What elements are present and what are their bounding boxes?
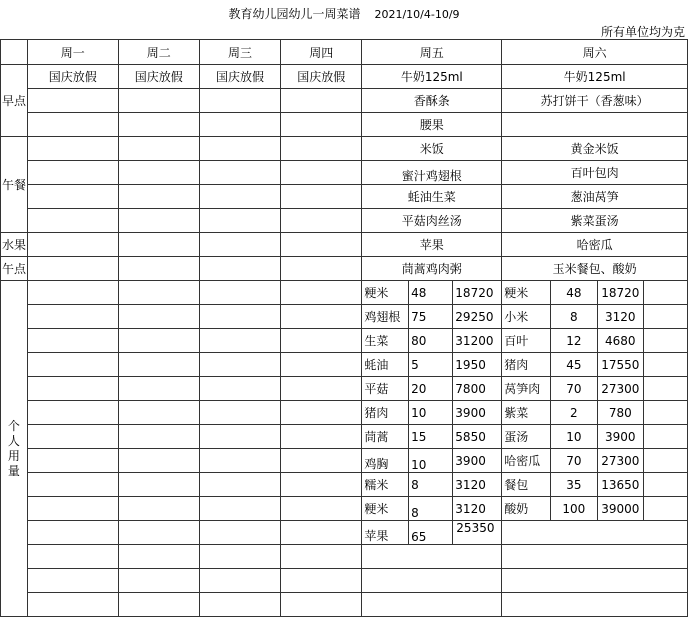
usage-total: 780	[597, 401, 643, 425]
empty-cell	[281, 281, 362, 305]
usage-qty: 5	[409, 353, 453, 377]
usage-qty: 2	[550, 401, 597, 425]
usage-qty: 8	[409, 497, 453, 521]
empty-cell	[281, 593, 362, 617]
empty-cell	[281, 377, 362, 401]
empty-cell	[27, 281, 118, 305]
usage-qty: 70	[550, 449, 597, 473]
empty-cell	[118, 161, 199, 185]
usage-row	[1, 593, 688, 617]
usage-label-text: 个人用量	[7, 418, 20, 478]
breakfast-row	[1, 113, 688, 137]
date-range: 2021/10/4-10/9	[374, 8, 460, 21]
menu-item: 牛奶125ml	[362, 65, 502, 89]
empty-cell	[502, 113, 688, 137]
empty-cell	[643, 305, 687, 329]
empty-cell	[281, 449, 362, 473]
empty-cell	[502, 545, 688, 569]
usage-qty: 45	[550, 353, 597, 377]
empty-cell	[199, 257, 280, 281]
empty-cell	[502, 569, 688, 593]
empty-cell	[281, 401, 362, 425]
empty-cell	[281, 473, 362, 497]
usage-total: 18720	[453, 281, 502, 305]
menu-item-text: 蜜汁鸡翅根	[401, 169, 462, 183]
lunch-row	[1, 161, 688, 185]
empty-cell	[27, 497, 118, 521]
empty-cell	[281, 209, 362, 233]
empty-cell	[27, 593, 118, 617]
holiday-cell: 国庆放假	[118, 65, 199, 89]
usage-name: 小米	[502, 305, 551, 329]
breakfast-row	[1, 89, 688, 113]
usage-qty: 70	[550, 377, 597, 401]
empty-cell	[199, 305, 280, 329]
usage-qty: 8	[409, 473, 453, 497]
empty-cell	[118, 569, 199, 593]
day-header: 周六	[502, 40, 688, 65]
menu-item: 牛奶125ml	[502, 65, 688, 89]
empty-cell	[643, 521, 687, 545]
menu-item: 黄金米饭	[502, 137, 688, 161]
empty-cell	[118, 593, 199, 617]
usage-qty: 48	[550, 281, 597, 305]
empty-cell	[281, 137, 362, 161]
lunch-row	[1, 137, 688, 161]
empty-cell	[643, 353, 687, 377]
empty-cell	[118, 425, 199, 449]
empty-cell	[199, 137, 280, 161]
empty-cell	[199, 569, 280, 593]
usage-total: 18720	[597, 281, 643, 305]
usage-row	[1, 425, 688, 449]
empty-cell	[199, 281, 280, 305]
usage-row	[1, 521, 688, 545]
menu-table	[0, 39, 688, 617]
usage-total: 3900	[597, 425, 643, 449]
empty-cell	[281, 497, 362, 521]
empty-cell	[118, 353, 199, 377]
empty-cell	[550, 521, 597, 545]
menu-title	[0, 0, 688, 22]
day-header: 周五	[362, 40, 502, 65]
usage-row	[1, 281, 688, 305]
empty-cell	[118, 329, 199, 353]
empty-cell	[643, 329, 687, 353]
day-header-row	[1, 40, 688, 65]
usage-qty: 75	[409, 305, 453, 329]
empty-cell	[118, 89, 199, 113]
empty-cell	[199, 545, 280, 569]
usage-row	[1, 473, 688, 497]
empty-cell	[643, 497, 687, 521]
empty-cell	[27, 233, 118, 257]
usage-total: 3120	[453, 497, 502, 521]
empty-cell	[281, 161, 362, 185]
empty-cell	[281, 257, 362, 281]
usage-qty: 100	[550, 497, 597, 521]
empty-cell	[643, 473, 687, 497]
usage-qty: 20	[409, 377, 453, 401]
menu-item: 玉米餐包、酸奶	[502, 257, 688, 281]
fruit-row	[1, 233, 688, 257]
empty-cell	[27, 89, 118, 113]
usage-qty: 15	[409, 425, 453, 449]
empty-cell	[118, 521, 199, 545]
day-header: 周四	[281, 40, 362, 65]
usage-total: 3900	[453, 401, 502, 425]
usage-name: 平菇	[362, 377, 409, 401]
usage-row	[1, 545, 688, 569]
empty-cell	[118, 545, 199, 569]
empty-cell	[643, 401, 687, 425]
usage-name: 粳米	[502, 281, 551, 305]
usage-row	[1, 329, 688, 353]
empty-cell	[27, 257, 118, 281]
usage-total: 4680	[597, 329, 643, 353]
empty-cell	[281, 185, 362, 209]
empty-cell	[199, 473, 280, 497]
usage-name: 哈密瓜	[502, 449, 551, 473]
usage-total: 7800	[453, 377, 502, 401]
holiday-cell: 国庆放假	[281, 65, 362, 89]
usage-qty: 65	[409, 521, 453, 545]
usage-qty: 80	[409, 329, 453, 353]
usage-total: 3900	[453, 449, 502, 473]
day-header: 周三	[199, 40, 280, 65]
usage-qty: 48	[409, 281, 453, 305]
lunch-row	[1, 209, 688, 233]
empty-cell	[27, 137, 118, 161]
empty-cell	[281, 233, 362, 257]
usage-name: 蚝油	[362, 353, 409, 377]
empty-cell	[281, 113, 362, 137]
breakfast-row	[1, 65, 688, 89]
usage-qty: 10	[409, 401, 453, 425]
usage-total: 39000	[597, 497, 643, 521]
corner-cell	[1, 40, 28, 65]
empty-cell	[27, 113, 118, 137]
empty-cell	[643, 377, 687, 401]
usage-name: 鸡胸	[362, 449, 409, 473]
usage-name: 苹果	[362, 521, 409, 545]
empty-cell	[118, 497, 199, 521]
usage-total: 1950	[453, 353, 502, 377]
holiday-cell: 国庆放假	[199, 65, 280, 89]
empty-cell	[199, 329, 280, 353]
usage-name: 餐包	[502, 473, 551, 497]
meal-label-breakfast: 早点	[1, 65, 28, 137]
empty-cell	[27, 209, 118, 233]
empty-cell	[118, 473, 199, 497]
empty-cell	[643, 449, 687, 473]
empty-cell	[597, 521, 643, 545]
empty-cell	[643, 281, 687, 305]
empty-cell	[502, 593, 688, 617]
menu-item: 苏打饼干（香葱味）	[502, 89, 688, 113]
empty-cell	[362, 569, 502, 593]
usage-total: 31200	[453, 329, 502, 353]
usage-qty: 10	[409, 449, 453, 473]
empty-cell	[27, 401, 118, 425]
empty-cell	[27, 425, 118, 449]
usage-name: 茼蒿	[362, 425, 409, 449]
usage-name: 百叶	[502, 329, 551, 353]
empty-cell	[281, 89, 362, 113]
empty-cell	[27, 161, 118, 185]
menu-item: 哈密瓜	[502, 233, 688, 257]
usage-total: 17550	[597, 353, 643, 377]
empty-cell	[199, 89, 280, 113]
usage-row	[1, 569, 688, 593]
empty-cell	[199, 449, 280, 473]
usage-name: 紫菜	[502, 401, 551, 425]
empty-cell	[643, 425, 687, 449]
empty-cell	[199, 185, 280, 209]
usage-name: 生菜	[362, 329, 409, 353]
empty-cell	[199, 521, 280, 545]
empty-cell	[362, 593, 502, 617]
usage-total: 29250	[453, 305, 502, 329]
empty-cell	[27, 353, 118, 377]
empty-cell	[281, 569, 362, 593]
empty-cell	[27, 329, 118, 353]
menu-item: 紫菜蛋汤	[502, 209, 688, 233]
empty-cell	[27, 185, 118, 209]
empty-cell	[199, 209, 280, 233]
usage-name: 蛋汤	[502, 425, 551, 449]
menu-item: 苹果	[362, 233, 502, 257]
empty-cell	[199, 593, 280, 617]
usage-name: 粳米	[362, 281, 409, 305]
usage-total: 27300	[597, 377, 643, 401]
empty-cell	[281, 545, 362, 569]
empty-cell	[199, 161, 280, 185]
empty-cell	[27, 545, 118, 569]
empty-cell	[199, 497, 280, 521]
empty-cell	[199, 401, 280, 425]
menu-item: 平菇肉丝汤	[362, 209, 502, 233]
empty-cell	[118, 449, 199, 473]
empty-cell	[502, 521, 551, 545]
usage-name: 莴笋肉	[502, 377, 551, 401]
menu-item: 百叶包肉	[502, 161, 688, 185]
empty-cell	[27, 473, 118, 497]
usage-row	[1, 449, 688, 473]
usage-total: 27300	[597, 449, 643, 473]
usage-name: 猪肉	[502, 353, 551, 377]
empty-cell	[118, 281, 199, 305]
empty-cell	[27, 449, 118, 473]
menu-item: 茼蒿鸡肉粥	[362, 257, 502, 281]
empty-cell	[27, 521, 118, 545]
usage-qty: 10	[550, 425, 597, 449]
menu-item: 蚝油生菜	[362, 185, 502, 209]
usage-total: 13650	[597, 473, 643, 497]
holiday-cell: 国庆放假	[27, 65, 118, 89]
lunch-row	[1, 185, 688, 209]
meal-label-fruit: 水果	[1, 233, 28, 257]
title-text: 教育幼儿园幼儿一周菜谱	[228, 7, 361, 21]
meal-label-usage	[1, 281, 28, 617]
menu-item	[362, 161, 502, 185]
menu-item: 香酥条	[362, 89, 502, 113]
empty-cell	[118, 137, 199, 161]
empty-cell	[118, 233, 199, 257]
usage-row	[1, 353, 688, 377]
menu-item: 腰果	[362, 113, 502, 137]
empty-cell	[118, 401, 199, 425]
day-header: 周一	[27, 40, 118, 65]
usage-row	[1, 305, 688, 329]
usage-row	[1, 377, 688, 401]
usage-total: 5850	[453, 425, 502, 449]
empty-cell	[118, 305, 199, 329]
meal-label-lunch: 午餐	[1, 137, 28, 233]
usage-total: 3120	[597, 305, 643, 329]
usage-qty: 12	[550, 329, 597, 353]
usage-row	[1, 401, 688, 425]
usage-name: 粳米	[362, 497, 409, 521]
usage-total: 3120	[453, 473, 502, 497]
empty-cell	[118, 185, 199, 209]
empty-cell	[281, 305, 362, 329]
menu-item: 葱油莴笋	[502, 185, 688, 209]
usage-name: 糯米	[362, 473, 409, 497]
empty-cell	[281, 329, 362, 353]
day-header: 周二	[118, 40, 199, 65]
usage-name: 猪肉	[362, 401, 409, 425]
unit-note: 所有单位均为克	[600, 25, 685, 39]
empty-cell	[27, 305, 118, 329]
empty-cell	[118, 209, 199, 233]
usage-qty: 8	[550, 305, 597, 329]
menu-item: 米饭	[362, 137, 502, 161]
empty-cell	[199, 425, 280, 449]
empty-cell	[199, 113, 280, 137]
usage-qty: 35	[550, 473, 597, 497]
meal-label-snack: 午点	[1, 257, 28, 281]
empty-cell	[118, 377, 199, 401]
empty-cell	[281, 521, 362, 545]
usage-name: 鸡翅根	[362, 305, 409, 329]
empty-cell	[281, 353, 362, 377]
empty-cell	[199, 377, 280, 401]
empty-cell	[362, 545, 502, 569]
snack-row	[1, 257, 688, 281]
empty-cell	[118, 257, 199, 281]
empty-cell	[199, 233, 280, 257]
empty-cell	[281, 425, 362, 449]
empty-cell	[27, 377, 118, 401]
usage-name: 酸奶	[502, 497, 551, 521]
empty-cell	[27, 569, 118, 593]
usage-row	[1, 497, 688, 521]
usage-total: 25350	[453, 521, 502, 545]
empty-cell	[118, 113, 199, 137]
empty-cell	[199, 353, 280, 377]
